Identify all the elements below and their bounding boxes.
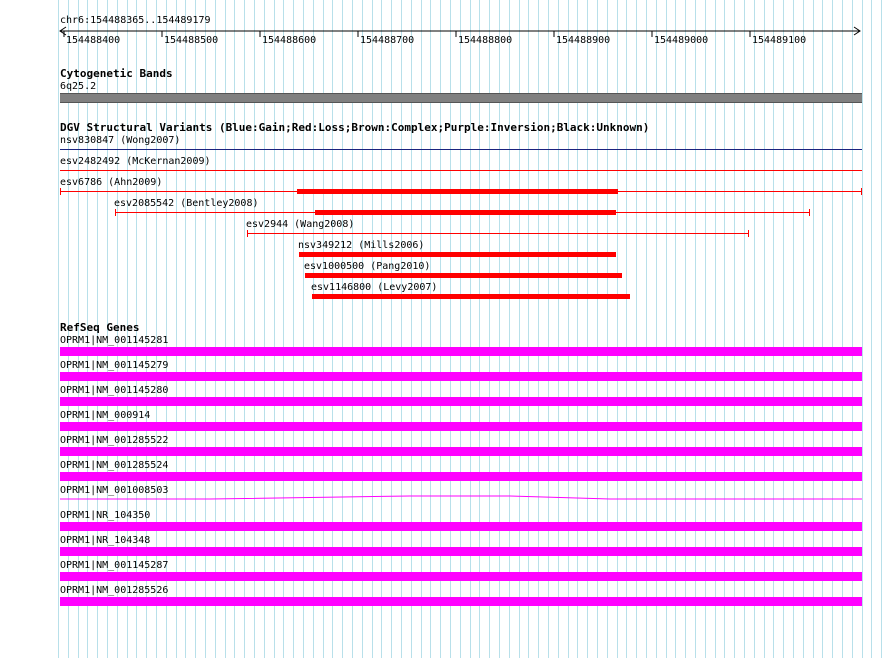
dgv-feature-label[interactable]: nsv349212 (Mills2006) (298, 240, 425, 251)
refseq-track-title[interactable]: RefSeq Genes (60, 321, 140, 334)
ruler-tick-label: 154488500 (164, 35, 219, 46)
ruler-tick-label: 154489100 (752, 35, 807, 46)
ruler-tick-label: 154488900 (556, 35, 611, 46)
cytoband-track-title[interactable]: Cytogenetic Bands (60, 67, 173, 80)
ruler-tick-label: 154489000 (654, 35, 709, 46)
refseq-gene-bar[interactable] (60, 447, 862, 456)
dgv-feature-label[interactable]: esv2482492 (McKernan2009) (60, 156, 211, 167)
dgv-feature-bar[interactable] (60, 149, 862, 150)
refseq-gene-bar[interactable] (60, 472, 862, 481)
dgv-feature-line[interactable] (247, 233, 748, 234)
refseq-gene-label[interactable]: OPRM1|NM_001285526 (60, 585, 169, 596)
refseq-gene-label[interactable]: OPRM1|NM_001145281 (60, 335, 169, 346)
dgv-feature-endcap (247, 230, 248, 237)
refseq-gene-label[interactable]: OPRM1|NM_001008503 (60, 485, 169, 496)
dgv-feature-label[interactable]: esv1146800 (Levy2007) (311, 282, 438, 293)
cytoband-label: 6q25.2 (60, 81, 97, 92)
dgv-feature-block[interactable] (312, 294, 630, 299)
dgv-feature-endcap (748, 230, 749, 237)
refseq-gene-bar[interactable] (60, 597, 862, 606)
dgv-feature-label[interactable]: nsv830847 (Wong2007) (60, 135, 181, 146)
dgv-feature-endcap (115, 209, 116, 216)
dgv-feature-block[interactable] (305, 273, 622, 278)
refseq-gene-label[interactable]: OPRM1|NM_001145279 (60, 360, 169, 371)
refseq-gene-bar[interactable] (60, 547, 862, 556)
refseq-gene-bar[interactable] (60, 422, 862, 431)
ruler-tick-label: 154488400 (66, 35, 121, 46)
dgv-feature-label[interactable]: esv6786 (Ahn2009) (60, 177, 163, 188)
refseq-gene-label[interactable]: OPRM1|NM_001145280 (60, 385, 169, 396)
refseq-gene-label[interactable]: OPRM1|NM_000914 (60, 410, 151, 421)
dgv-feature-block[interactable] (315, 210, 616, 215)
refseq-gene-label[interactable]: OPRM1|NR_104350 (60, 510, 151, 521)
refseq-gene-label[interactable]: OPRM1|NM_001145287 (60, 560, 169, 571)
dgv-feature-block[interactable] (299, 252, 616, 257)
refseq-gene-bar[interactable] (60, 572, 862, 581)
dgv-feature-block[interactable] (297, 189, 618, 194)
ruler-tick-label: 154488800 (458, 35, 513, 46)
dgv-feature-label[interactable]: esv2944 (Wang2008) (246, 219, 355, 230)
refseq-gene-bar[interactable] (60, 522, 862, 531)
refseq-gene-intron[interactable] (60, 494, 862, 502)
refseq-gene-label[interactable]: OPRM1|NM_001285522 (60, 435, 169, 446)
refseq-gene-bar[interactable] (60, 372, 862, 381)
ruler-tick-label: 154488600 (262, 35, 317, 46)
dgv-feature-endcap (60, 188, 61, 195)
refseq-gene-label[interactable]: OPRM1|NR_104348 (60, 535, 151, 546)
dgv-feature-endcap (861, 188, 862, 195)
dgv-feature-bar[interactable] (60, 170, 862, 171)
location-label: chr6:154488365..154489179 (60, 15, 211, 26)
cytoband-bar[interactable] (60, 93, 862, 103)
refseq-gene-bar[interactable] (60, 397, 862, 406)
dgv-feature-label[interactable]: esv2085542 (Bentley2008) (114, 198, 259, 209)
dgv-feature-label[interactable]: esv1000500 (Pang2010) (304, 261, 431, 272)
dgv-feature-endcap (809, 209, 810, 216)
dgv-track-title[interactable]: DGV Structural Variants (Blue:Gain;Red:Loss;Brown:Complex;Purple:Inversion;Black:Unknown) (60, 121, 650, 134)
refseq-gene-bar[interactable] (60, 347, 862, 356)
ruler-tick-label: 154488700 (360, 35, 415, 46)
refseq-gene-label[interactable]: OPRM1|NM_001285524 (60, 460, 169, 471)
